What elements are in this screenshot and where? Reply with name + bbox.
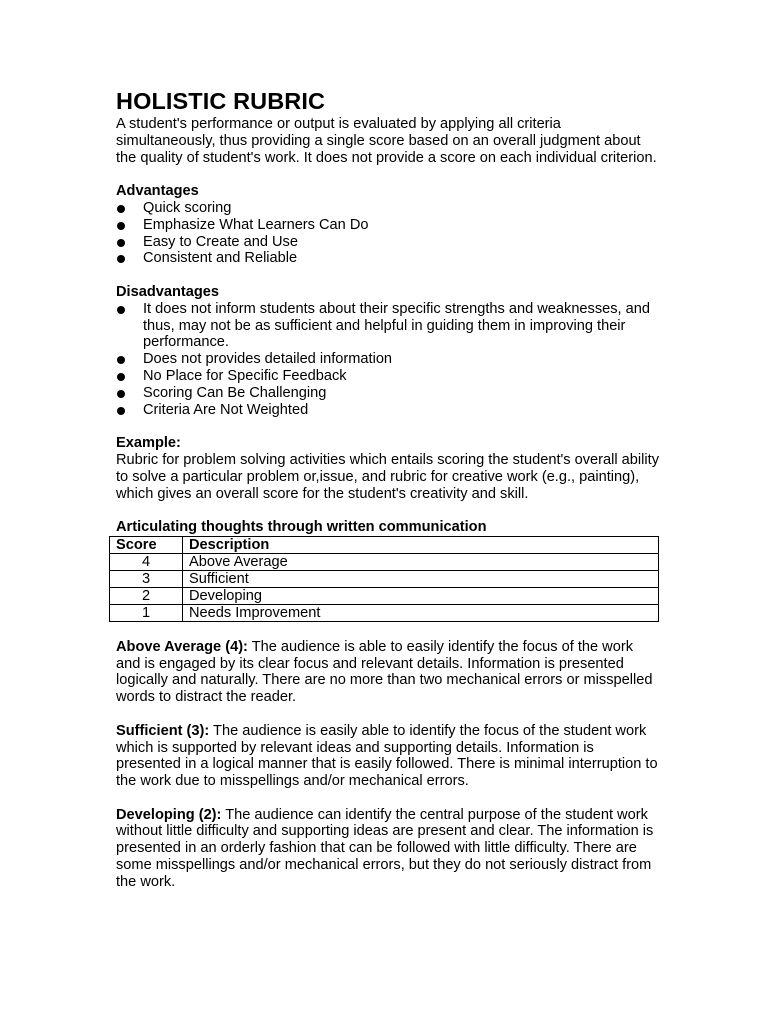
score-cell: 1 <box>110 604 183 621</box>
column-header-score: Score <box>110 536 183 553</box>
description-cell: Developing <box>183 587 659 604</box>
score-cell: 4 <box>110 553 183 570</box>
list-item-text: No Place for Specific Feedback <box>143 367 347 384</box>
level-text: The audience can identify the central purpose of the student work without little difficulty and supporting ideas are present and clear. The information is presented in an orderly fashion that can be followed with little difficulty. There are some misspellings and/or mechanical errors, but they do not seriously distract from the work. <box>116 806 654 890</box>
level-label: Sufficient (3): <box>116 722 210 739</box>
bullet-icon <box>117 407 125 415</box>
bullet-icon <box>117 356 125 364</box>
page-title: HOLISTIC RUBRIC <box>116 88 326 114</box>
list-item-text: Does not provides detailed information <box>143 351 393 368</box>
list-item-text: Criteria Are Not Weighted <box>143 401 309 418</box>
spacer <box>116 166 661 183</box>
list-item <box>116 385 661 402</box>
list-item <box>116 368 661 385</box>
list-item <box>116 234 661 251</box>
disadvantages-heading: Disadvantages <box>116 283 220 300</box>
table-row <box>110 570 659 587</box>
spacer <box>116 790 661 807</box>
advantages-list <box>116 200 661 267</box>
list-item <box>116 301 661 351</box>
table-header-row <box>110 536 659 553</box>
column-header-description: Description <box>183 536 659 553</box>
list-item-text: Quick scoring <box>143 199 232 216</box>
list-item <box>116 351 661 368</box>
list-item <box>116 402 661 419</box>
bullet-icon <box>117 205 125 213</box>
list-item <box>116 200 661 217</box>
list-item-text: Scoring Can Be Challenging <box>143 384 327 401</box>
example-heading: Example: <box>116 435 181 452</box>
spacer <box>116 267 661 284</box>
table-caption: Articulating thoughts through written communication <box>116 519 487 536</box>
bullet-icon <box>117 306 125 314</box>
spacer <box>116 622 661 639</box>
score-cell: 3 <box>110 570 183 587</box>
list-item-text: Consistent and Reliable <box>143 250 298 267</box>
level-label: Above Average (4): <box>116 638 248 655</box>
spacer <box>116 418 661 435</box>
level-description-above-average <box>116 639 661 706</box>
document-content <box>116 88 661 891</box>
description-cell: Above Average <box>183 553 659 570</box>
spacer <box>116 502 661 519</box>
description-cell: Needs Improvement <box>183 604 659 621</box>
level-description-sufficient <box>116 723 661 790</box>
table-row <box>110 604 659 621</box>
table-row <box>110 587 659 604</box>
bullet-icon <box>117 255 125 263</box>
table-row <box>110 553 659 570</box>
bullet-icon <box>117 222 125 230</box>
description-cell: Sufficient <box>183 570 659 587</box>
intro-paragraph: A student's performance or output is evaluated by applying all criteria simultaneously, thus providing a single score based on an overall judgment about the quality of student's work. It does not provide a score on each individual criterion. <box>116 116 657 166</box>
level-label: Developing (2): <box>116 806 222 823</box>
list-item-text: It does not inform students about their specific strengths and weaknesses, and thus, may not be as sufficient and helpful in guiding them in improving their performance. <box>143 300 651 351</box>
list-item <box>116 217 661 234</box>
disadvantages-list <box>116 301 661 419</box>
level-description-developing <box>116 807 661 891</box>
list-item-text: Easy to Create and Use <box>143 233 298 250</box>
spacer <box>116 706 661 723</box>
list-item <box>116 250 661 267</box>
level-text: The audience is able to easily identify the focus of the work and is engaged by its clear focus and relevant details. Information is presented logically and naturally. There are no more than two mechanical errors or misspelled words to distract the reader. <box>116 638 653 706</box>
example-paragraph: Rubric for problem solving activities which entails scoring the student's overall ability to solve a particular problem or,issue, and rubric for creative work (e.g., painting), which gives an overall score for the student's creativity and skill. <box>116 451 659 502</box>
rubric-table <box>109 536 659 622</box>
score-cell: 2 <box>110 587 183 604</box>
bullet-icon <box>117 239 125 247</box>
bullet-icon <box>117 390 125 398</box>
list-item-text: Emphasize What Learners Can Do <box>143 216 369 233</box>
level-text: The audience is easily able to identify the focus of the student work which is supported by relevant ideas and supporting details. Information is presented in a logical manner that is easily followed. There is minimal interruption to the work due to misspellings and/or mechanical errors. <box>116 722 658 790</box>
bullet-icon <box>117 373 125 381</box>
advantages-heading: Advantages <box>116 183 199 200</box>
